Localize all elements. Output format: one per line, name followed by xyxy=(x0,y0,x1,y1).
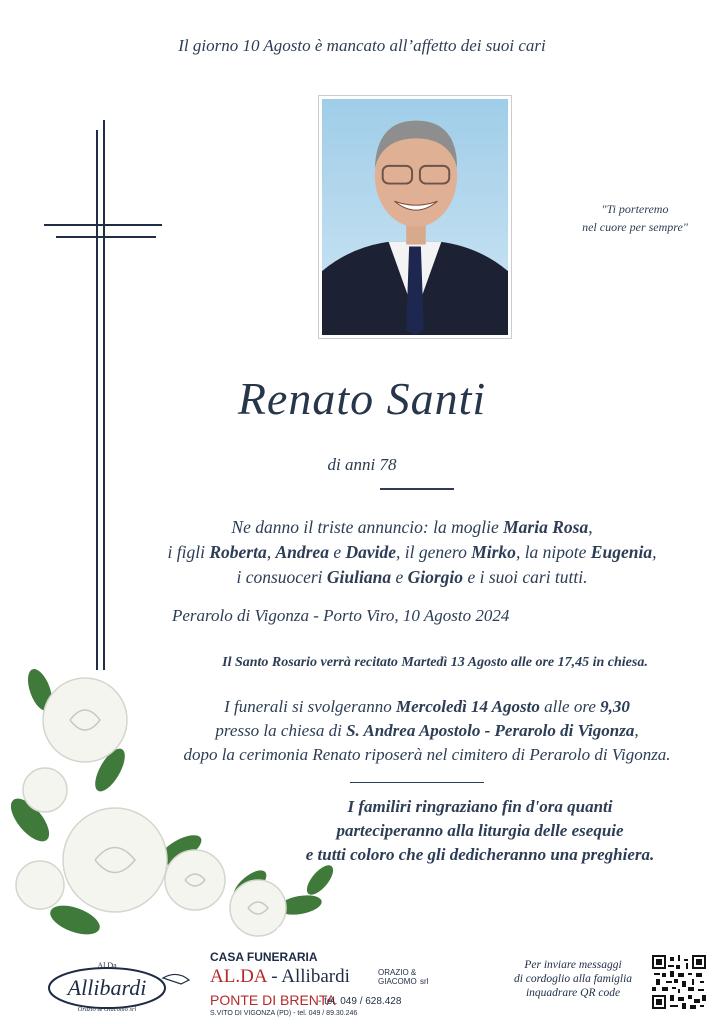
son-in-law-name: Mirko xyxy=(471,542,516,562)
logo-top-text: Al.Da xyxy=(97,961,117,970)
text-segment: presso la chiesa di xyxy=(215,721,347,740)
deceased-age: di anni 78 xyxy=(327,455,397,474)
text-segment: e i suoi cari tutti. xyxy=(463,567,588,587)
niece-name: Eugenia xyxy=(590,542,653,562)
funeral-time: 9,30 xyxy=(600,697,630,716)
text-segment: Ne danno il triste annuncio: la moglie xyxy=(231,517,504,537)
text-segment: e xyxy=(391,567,408,587)
qr-code[interactable] xyxy=(652,955,706,1009)
child-name: Andrea xyxy=(275,542,329,562)
text-segment: , il genero xyxy=(396,542,472,562)
cross-horizontal-bar-bottom xyxy=(56,236,156,238)
allibardi-logo xyxy=(45,958,195,1016)
logo-main-text: Allibardi xyxy=(67,975,147,1000)
announcement-line-2 xyxy=(110,540,714,565)
quote-line-1: "Ti porteremo xyxy=(601,202,669,216)
text-segment: alle ore xyxy=(539,697,601,716)
text-segment: e xyxy=(328,542,346,562)
funeral-home-location: PONTE DI BRENTA xyxy=(210,992,336,1008)
thanks-line-1: I familiri ringraziano fin d'ora quanti xyxy=(347,797,613,816)
white-roses-decoration xyxy=(0,650,350,950)
child-name: Davide xyxy=(345,542,397,562)
text-segment: , xyxy=(266,542,276,562)
owners-line-1: ORAZIO & xyxy=(378,968,417,977)
in-law-name: Giuliana xyxy=(326,567,392,587)
funeral-home-owners xyxy=(378,968,417,986)
qr-instructions xyxy=(500,958,646,1000)
text-segment: , xyxy=(634,721,639,740)
text-segment: i consuoceri xyxy=(236,567,327,587)
funeral-home-alda: AL.DA xyxy=(210,966,267,987)
in-law-name: Giorgio xyxy=(407,567,464,587)
qr-line-3: inquadrare QR code xyxy=(525,987,621,999)
thanks-line-3: e tutti coloro che gli dedicheranno una preghiera. xyxy=(305,845,655,864)
announcement-line-3 xyxy=(110,565,714,590)
funeral-line-3: dopo la cerimonia Renato riposerà nel cimitero di Perarolo di Vigonza. xyxy=(183,745,671,764)
cross-horizontal-bar-top xyxy=(44,224,162,226)
portrait-photo xyxy=(318,95,512,339)
text-segment: i figli xyxy=(167,542,210,562)
child-name: Roberta xyxy=(209,542,267,562)
announcement-line-1 xyxy=(110,515,714,540)
funeral-home-name xyxy=(210,966,350,988)
thanks-line-2: parteciperanno alla liturgia delle esequie xyxy=(336,821,624,840)
text-segment: I funerali si svolgeranno xyxy=(224,697,396,716)
qr-line-1: Per inviare messaggi xyxy=(524,959,622,971)
deceased-name: Renato Santi xyxy=(237,373,487,424)
qr-line-2: di cordoglio alla famiglia xyxy=(513,973,633,985)
funeral-home-allibardi: - Allibardi xyxy=(266,966,350,987)
wife-name: Maria Rosa xyxy=(503,517,589,537)
church-name: S. Andrea Apostolo - Perarolo di Vigonza xyxy=(346,721,635,740)
text-segment: , la nipote xyxy=(515,542,591,562)
owners-line-2: GIACOMO xyxy=(378,977,417,986)
rosary-notice: Il Santo Rosario verrà recitato Martedì 13 Agosto alle ore 17,45 in chiesa. xyxy=(222,655,648,670)
funeral-home-phone: - tel. 049 / 628.428 xyxy=(318,996,402,1007)
age-divider xyxy=(380,488,454,490)
funeral-home-title: CASA FUNERARIA xyxy=(210,950,318,964)
section-divider xyxy=(350,782,484,783)
funeral-day: Mercoledì 14 Agosto xyxy=(395,697,540,716)
place-and-date: Perarolo di Vigonza - Porto Viro, 10 Agosto 2024 xyxy=(172,606,510,625)
funeral-home-srl: srl xyxy=(420,977,429,986)
quote-text xyxy=(560,200,710,236)
text-segment: , xyxy=(588,517,593,537)
announcement-header: Il giorno 10 Agosto è mancato all’affetto dei suoi cari xyxy=(178,36,546,55)
family-announcement xyxy=(110,515,714,590)
quote-line-2: nel cuore per sempre" xyxy=(582,220,688,234)
text-segment: , xyxy=(652,542,657,562)
logo-sub-text: Orazio & Giacomo srl xyxy=(77,1006,137,1013)
funeral-home-branch: S.VITO DI VIGONZA (PD) - tel. 049 / 89.30.246 xyxy=(210,1010,358,1017)
